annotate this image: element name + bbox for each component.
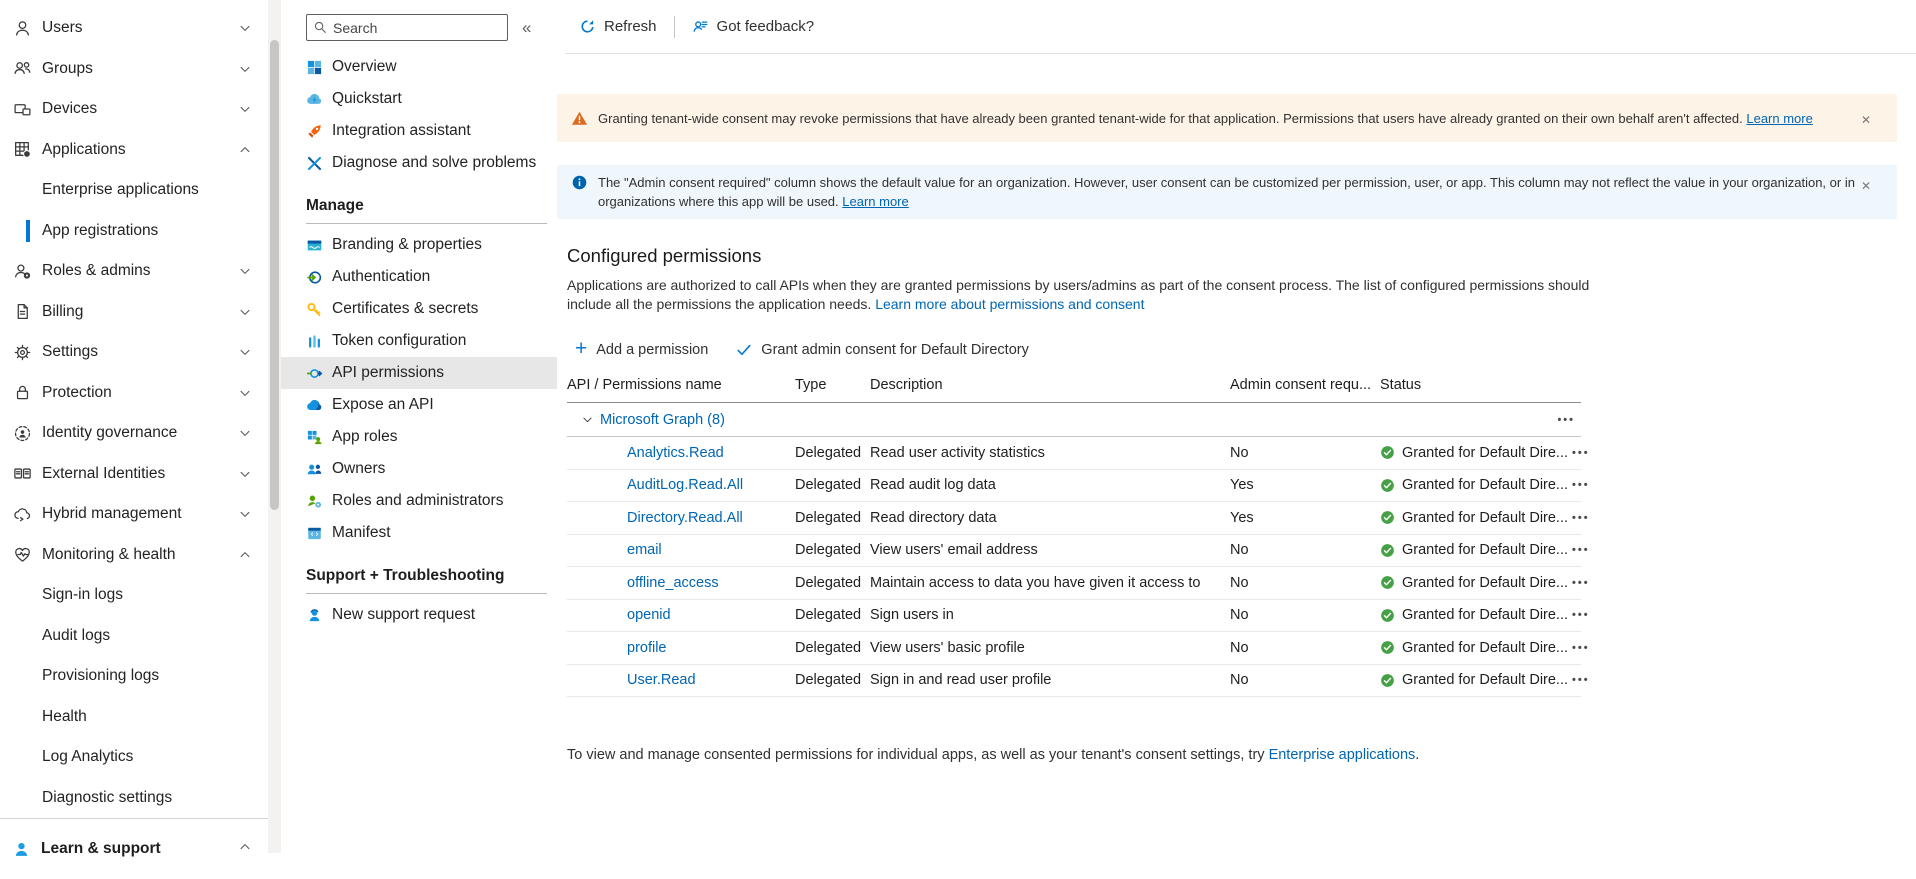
permission-type: Delegated bbox=[795, 444, 862, 461]
chevron-down-icon bbox=[238, 345, 252, 359]
close-info-icon[interactable]: ✕ bbox=[1860, 179, 1871, 193]
plus-icon: + bbox=[575, 337, 588, 360]
row-more-options-button[interactable]: ••• bbox=[1572, 576, 1590, 589]
sidebar-item-label: External Identities bbox=[42, 464, 166, 482]
sidebar-item-label: Monitoring & health bbox=[42, 545, 176, 563]
chevron-down-icon bbox=[238, 426, 252, 440]
refresh-label: Refresh bbox=[604, 18, 657, 35]
expose-icon bbox=[306, 397, 323, 414]
menu-item-branding-properties[interactable] bbox=[281, 229, 557, 261]
admin-consent-value: No bbox=[1230, 672, 1249, 689]
sidebar-item-label: Groups bbox=[42, 59, 93, 77]
sidebar-item-identity-governance[interactable] bbox=[0, 413, 268, 454]
permission-description: Sign users in bbox=[870, 607, 954, 624]
menu-section-manage: Manage bbox=[306, 197, 364, 214]
gear-icon bbox=[12, 343, 32, 362]
role-icon bbox=[12, 262, 32, 281]
admin-consent-value: No bbox=[1230, 639, 1249, 656]
permission-description: Sign in and read user profile bbox=[870, 672, 1052, 689]
granted-check-icon bbox=[1380, 640, 1395, 655]
devices-icon bbox=[12, 100, 32, 119]
chevron-down-icon bbox=[567, 413, 594, 426]
row-more-options-button[interactable]: ••• bbox=[1572, 674, 1590, 687]
table-body bbox=[567, 437, 1590, 697]
api-group-row[interactable] bbox=[567, 403, 1581, 437]
permission-description: Read user activity statistics bbox=[870, 444, 1045, 461]
menu-search-box[interactable] bbox=[306, 14, 508, 41]
menu-item-certificates-secrets[interactable] bbox=[281, 293, 557, 325]
menu-item-label: Roles and administrators bbox=[332, 492, 504, 509]
info-banner bbox=[557, 165, 1897, 219]
sidebar-item-label: Sign-in logs bbox=[42, 586, 123, 604]
sidebar-item-label: Hybrid management bbox=[42, 505, 182, 523]
column-header-description: Description bbox=[870, 377, 943, 393]
sidebar-item-label: Devices bbox=[42, 100, 98, 118]
admin-consent-value: Yes bbox=[1230, 509, 1254, 526]
menu-item-token-configuration[interactable] bbox=[281, 325, 557, 357]
table-header-row bbox=[567, 369, 1581, 403]
sidebar-item-label: Audit logs bbox=[42, 626, 111, 644]
sidebar-item-users[interactable] bbox=[0, 8, 268, 49]
permission-name-link[interactable]: offline_access bbox=[627, 574, 719, 591]
menu-item-label: Diagnose and solve problems bbox=[332, 154, 537, 171]
api-permissions-pane bbox=[557, 0, 1916, 853]
chevron-down-icon bbox=[238, 507, 252, 521]
granted-check-icon bbox=[1380, 543, 1395, 558]
menu-item-label: Quickstart bbox=[332, 90, 402, 107]
menu-item-label: Token configuration bbox=[332, 332, 467, 349]
branding-icon bbox=[306, 237, 323, 254]
permission-type: Delegated bbox=[795, 574, 862, 591]
sidebar-item-label: Health bbox=[42, 707, 87, 725]
chevron-down-icon bbox=[238, 467, 252, 481]
approles-icon bbox=[306, 429, 323, 446]
row-more-options-button[interactable]: ••• bbox=[1572, 479, 1590, 492]
granted-check-icon bbox=[1380, 673, 1395, 688]
sidebar-item-log-analytics[interactable] bbox=[0, 737, 268, 778]
section-divider bbox=[306, 223, 547, 224]
menu-items bbox=[281, 51, 557, 631]
column-header-admin-consent-requ: Admin consent requ... bbox=[1230, 377, 1372, 393]
person-icon bbox=[12, 19, 32, 38]
granted-check-icon bbox=[1380, 510, 1395, 525]
sidebar-item-label: Settings bbox=[42, 343, 99, 361]
permission-row-analytics-read bbox=[567, 437, 1590, 470]
permissions-description: Applications are authorized to call APIs when they are granted permissions by users/admins as part of the consent process. The list of configured permissions should include all the permissions the application needs. Learn more about permissions and consent bbox=[567, 277, 1590, 312]
chevron-down-icon bbox=[238, 264, 252, 278]
sidebar-item-protection[interactable] bbox=[0, 373, 268, 414]
admin-consent-value: No bbox=[1230, 542, 1249, 559]
menu-item-authentication[interactable] bbox=[281, 261, 557, 293]
health-icon bbox=[12, 545, 32, 564]
scrollbar-thumb[interactable] bbox=[270, 40, 279, 510]
menu-item-diagnose-and-solve-problems[interactable] bbox=[281, 147, 557, 179]
status-text: Granted for Default Dire... bbox=[1402, 639, 1569, 656]
group-more-options-button[interactable]: ••• bbox=[1557, 413, 1575, 426]
menu-item-label: Branding & properties bbox=[332, 236, 482, 253]
refresh-icon bbox=[579, 18, 596, 35]
sidebar-item-applications[interactable] bbox=[0, 130, 268, 171]
collapse-panel-button[interactable]: « bbox=[522, 18, 532, 37]
sidebar-item-label: Billing bbox=[42, 302, 84, 320]
page-title: Configured permissions bbox=[567, 245, 762, 266]
granted-check-icon bbox=[1380, 608, 1395, 623]
permissions-consent-link[interactable]: Learn more about permissions and consent bbox=[875, 296, 1145, 312]
sidebar-item-label: Roles & admins bbox=[42, 262, 151, 280]
permission-row-directory-read-all bbox=[567, 502, 1590, 535]
permission-name-link[interactable]: profile bbox=[627, 639, 667, 656]
rolesadmins-icon bbox=[306, 493, 323, 510]
token-icon bbox=[306, 333, 323, 350]
status-text: Granted for Default Dire... bbox=[1402, 607, 1569, 624]
permission-description: View users' basic profile bbox=[870, 639, 1025, 656]
billing-icon bbox=[12, 302, 32, 321]
permission-type: Delegated bbox=[795, 509, 862, 526]
close-warning-icon[interactable]: ✕ bbox=[1860, 113, 1871, 127]
apps-icon bbox=[12, 140, 32, 159]
permission-description: Read directory data bbox=[870, 509, 997, 526]
permission-type: Delegated bbox=[795, 639, 862, 656]
menu-item-label: Owners bbox=[332, 460, 386, 477]
support-icon bbox=[306, 607, 323, 624]
sidebar-item-roles-admins[interactable] bbox=[0, 251, 268, 292]
chevron-down-icon bbox=[238, 21, 252, 35]
sidebar-item-groups[interactable] bbox=[0, 49, 268, 90]
status-text: Granted for Default Dire... bbox=[1402, 672, 1569, 689]
permission-row-profile bbox=[567, 632, 1590, 665]
admin-consent-value: Yes bbox=[1230, 477, 1254, 494]
sidebar-item-hybrid-management[interactable] bbox=[0, 494, 268, 535]
menu-item-label: New support request bbox=[332, 606, 476, 623]
sidebar-item-app-registrations[interactable] bbox=[0, 211, 268, 252]
status-text: Granted for Default Dire... bbox=[1402, 509, 1569, 526]
cloudsync-icon bbox=[12, 505, 32, 524]
lock-icon bbox=[12, 383, 32, 402]
sidebar-item-label: Protection bbox=[42, 383, 112, 401]
row-more-options-button[interactable]: ••• bbox=[1572, 511, 1590, 524]
status-text: Granted for Default Dire... bbox=[1402, 542, 1569, 559]
sidebar-item-label: Enterprise applications bbox=[42, 181, 199, 199]
menu-item-label: Certificates & secrets bbox=[332, 300, 479, 317]
admin-consent-value: No bbox=[1230, 607, 1249, 624]
sidebar-item-monitoring-health[interactable] bbox=[0, 535, 268, 576]
status-text: Granted for Default Dire... bbox=[1402, 574, 1569, 591]
toolbar-divider bbox=[674, 16, 675, 38]
menu-item-quickstart[interactable] bbox=[281, 83, 557, 115]
permission-description: Read audit log data bbox=[870, 477, 996, 494]
chevron-up-icon bbox=[238, 840, 252, 858]
granted-check-icon bbox=[1380, 575, 1395, 590]
sidebar-item-label: Provisioning logs bbox=[42, 667, 160, 685]
sidebar-nav-list bbox=[0, 0, 268, 818]
sidebar-item-sign-in-logs[interactable] bbox=[0, 575, 268, 616]
status-text: Granted for Default Dire... bbox=[1402, 444, 1569, 461]
overview-icon bbox=[306, 59, 323, 76]
warning-learn-more-link[interactable]: Learn more bbox=[1746, 110, 1813, 126]
permission-name-link[interactable]: email bbox=[627, 542, 662, 559]
permission-name-link[interactable]: Directory.Read.All bbox=[627, 509, 743, 526]
command-bar bbox=[565, 0, 1916, 54]
permission-name-link[interactable]: AuditLog.Read.All bbox=[627, 477, 744, 494]
external-icon bbox=[12, 464, 32, 483]
directory-sidebar bbox=[0, 0, 268, 857]
row-more-options-button[interactable]: ••• bbox=[1572, 609, 1590, 622]
permission-description: View users' email address bbox=[870, 542, 1038, 559]
info-banner-text: The "Admin consent required" column shows the default value for an organization. However, user consent can be customized per permission, user, or app. This column may not reflect the value in your organization, or in organizations where this app will be used. Learn more bbox=[598, 175, 1855, 209]
permission-row-openid bbox=[567, 600, 1590, 633]
footer-note: To view and manage consented permissions for individual apps, as well as your tenant's consent settings, try Enterprise applications. bbox=[567, 747, 1420, 763]
sidebar-item-enterprise-applications[interactable] bbox=[0, 170, 268, 211]
menu-item-new-support-request[interactable] bbox=[281, 599, 557, 631]
governance-icon bbox=[12, 424, 32, 443]
quickstart-icon bbox=[306, 91, 323, 108]
section-divider bbox=[306, 593, 547, 594]
feedback-label: Got feedback? bbox=[716, 18, 815, 35]
permission-row-user-read bbox=[567, 665, 1590, 698]
diagnose-icon bbox=[306, 155, 323, 172]
sidebar-item-label: Applications bbox=[42, 140, 126, 158]
menu-item-label: Expose an API bbox=[332, 396, 434, 413]
permission-type: Delegated bbox=[795, 542, 862, 559]
menu-item-owners[interactable] bbox=[281, 453, 557, 485]
menu-item-label: Integration assistant bbox=[332, 122, 471, 139]
menu-item-label: API permissions bbox=[332, 364, 444, 381]
learn-support-person-icon bbox=[12, 840, 31, 859]
menu-section-support-troubleshooting: Support + Troubleshooting bbox=[306, 567, 505, 584]
got-feedback-button[interactable] bbox=[692, 18, 815, 35]
sidebar-item-settings[interactable] bbox=[0, 332, 268, 373]
sidebar-item-learn-and-support[interactable] bbox=[0, 818, 268, 879]
sidebar-item-billing[interactable] bbox=[0, 292, 268, 333]
column-header-status: Status bbox=[1380, 377, 1422, 393]
row-more-options-button[interactable]: ••• bbox=[1572, 544, 1590, 557]
chevron-down-icon bbox=[238, 305, 252, 319]
sidebar-item-health[interactable] bbox=[0, 697, 268, 738]
warning-icon bbox=[571, 110, 588, 127]
warning-banner bbox=[557, 94, 1897, 142]
granted-check-icon bbox=[1380, 478, 1395, 493]
sidebar-item-label: App registrations bbox=[42, 221, 159, 239]
sidebar-item-devices[interactable] bbox=[0, 89, 268, 130]
refresh-button[interactable] bbox=[579, 18, 657, 35]
chevron-down-icon bbox=[238, 62, 252, 76]
permission-description: Maintain access to data you have given it access to bbox=[870, 574, 1201, 591]
feedback-icon bbox=[692, 18, 709, 35]
info-learn-more-link[interactable]: Learn more bbox=[842, 194, 909, 209]
sidebar-item-audit-logs[interactable] bbox=[0, 616, 268, 657]
sidebar-item-diagnostic-settings[interactable] bbox=[0, 778, 268, 819]
menu-item-label: Authentication bbox=[332, 268, 431, 285]
status-text: Granted for Default Dire... bbox=[1402, 477, 1569, 494]
warning-banner-text: Granting tenant-wide consent may revoke permissions that have already been granted tenant-wide for that application. Permissions that users have already granted on their own behalf aren't affected. Learn more bbox=[598, 110, 1813, 126]
column-header-api-permissions-name: API / Permissions name bbox=[567, 377, 722, 393]
api-group-link[interactable]: Microsoft Graph (8) bbox=[600, 411, 725, 428]
menu-item-label: Overview bbox=[332, 58, 397, 75]
admin-consent-value: No bbox=[1230, 444, 1249, 461]
sidebar-item-label: Users bbox=[42, 19, 83, 37]
menu-item-label: App roles bbox=[332, 428, 398, 445]
check-icon bbox=[736, 342, 752, 358]
permission-name-link[interactable]: openid bbox=[627, 607, 671, 624]
people-icon bbox=[12, 59, 32, 78]
manifest-icon bbox=[306, 525, 323, 542]
menu-item-overview[interactable] bbox=[281, 51, 557, 83]
sidebar-item-external-identities[interactable] bbox=[0, 454, 268, 495]
sidebar-item-label: Log Analytics bbox=[42, 748, 134, 766]
chevron-down-icon bbox=[238, 102, 252, 116]
permission-row-email bbox=[567, 535, 1590, 568]
admin-consent-value: No bbox=[1230, 574, 1249, 591]
permission-row-offline-access bbox=[567, 567, 1590, 600]
api-icon bbox=[306, 365, 323, 382]
row-more-options-button[interactable]: ••• bbox=[1572, 446, 1590, 459]
granted-check-icon bbox=[1380, 445, 1395, 460]
column-header-type: Type bbox=[795, 377, 827, 393]
info-icon bbox=[571, 174, 588, 191]
menu-item-app-roles[interactable] bbox=[281, 421, 557, 453]
menu-item-integration-assistant[interactable] bbox=[281, 115, 557, 147]
owners-icon bbox=[306, 461, 323, 478]
app-registration-menu bbox=[281, 0, 557, 853]
permission-row-auditlog-read-all bbox=[567, 470, 1590, 503]
menu-item-manifest[interactable] bbox=[281, 517, 557, 549]
row-more-options-button[interactable]: ••• bbox=[1572, 641, 1590, 654]
chevron-up-icon bbox=[238, 548, 252, 562]
grant-admin-consent-button[interactable]: Grant admin consent for Default Directory bbox=[736, 342, 1029, 358]
chevron-down-icon bbox=[238, 386, 252, 400]
search-input[interactable] bbox=[333, 20, 501, 36]
permission-name-link[interactable]: Analytics.Read bbox=[627, 444, 724, 461]
permissions-table bbox=[567, 369, 1590, 697]
permission-name-link[interactable]: User.Read bbox=[627, 672, 696, 689]
enterprise-applications-link[interactable]: Enterprise applications bbox=[1268, 747, 1416, 763]
search-icon bbox=[313, 20, 328, 35]
permission-type: Delegated bbox=[795, 477, 862, 494]
sidebar-item-provisioning-logs[interactable] bbox=[0, 656, 268, 697]
permission-type: Delegated bbox=[795, 607, 862, 624]
sidebar-scrollbar[interactable] bbox=[268, 0, 281, 853]
menu-item-label: Manifest bbox=[332, 524, 391, 541]
permission-type: Delegated bbox=[795, 672, 862, 689]
auth-icon bbox=[306, 269, 323, 286]
menu-item-roles-and-administrators[interactable] bbox=[281, 485, 557, 517]
integration-icon bbox=[306, 123, 323, 140]
sidebar-item-label: Diagnostic settings bbox=[42, 788, 173, 806]
sidebar-footer-label: Learn & support bbox=[41, 840, 161, 857]
menu-item-expose-an-api[interactable] bbox=[281, 389, 557, 421]
sidebar-item-label: Identity governance bbox=[42, 424, 178, 442]
menu-item-api-permissions[interactable] bbox=[281, 357, 557, 389]
chevron-up-icon bbox=[238, 143, 252, 157]
add-permission-button[interactable]: + Add a permission bbox=[575, 337, 709, 360]
certs-icon bbox=[306, 301, 323, 318]
